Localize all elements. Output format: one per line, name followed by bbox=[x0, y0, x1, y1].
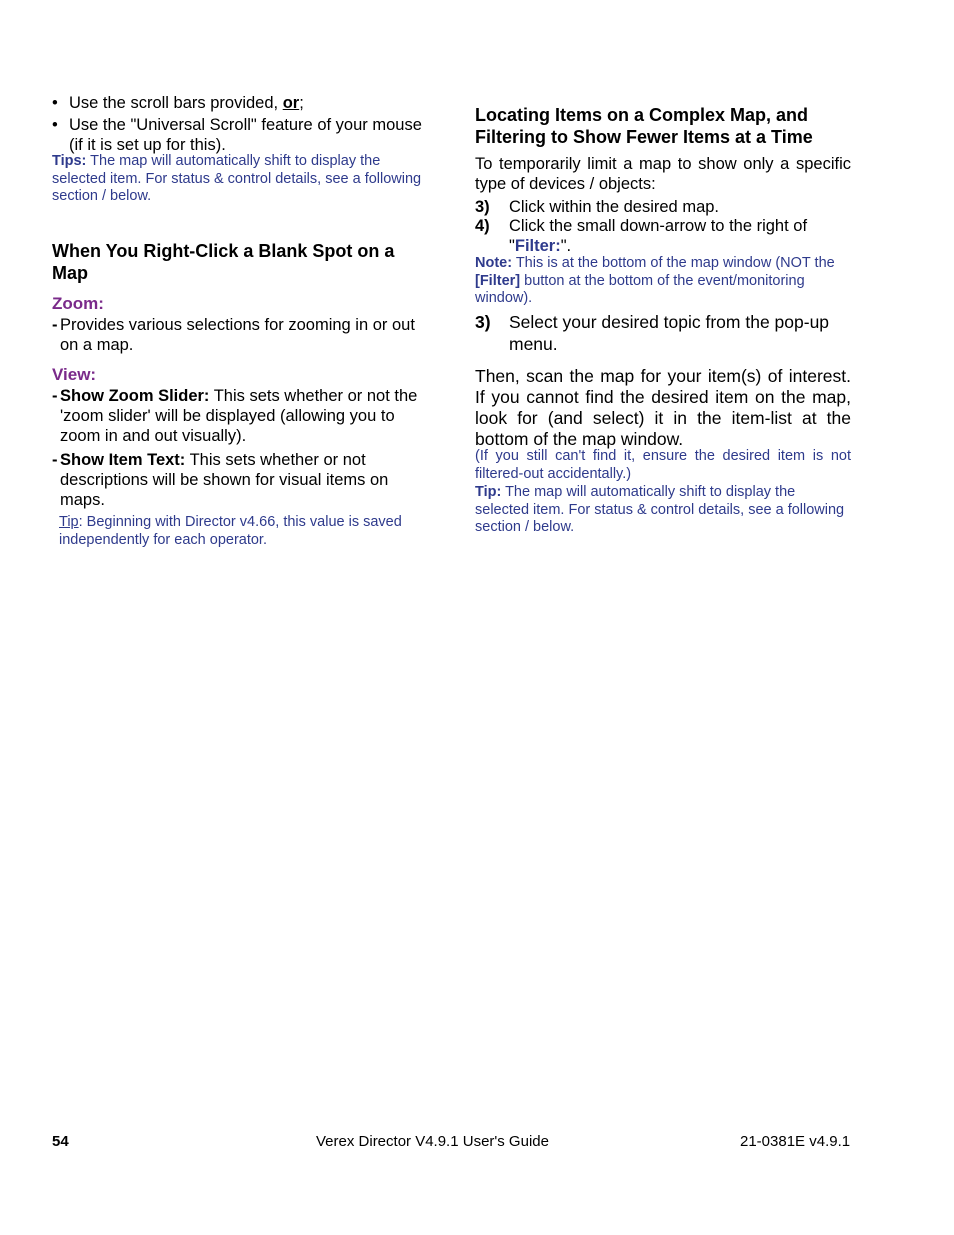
footer-title: Verex Director V4.9.1 User's Guide bbox=[316, 1133, 549, 1150]
zoom-item: - Provides various selections for zooming in or out on a map. bbox=[52, 316, 415, 354]
step-item-select-topic: 3) Select your desired topic from the pop-up menu. bbox=[475, 312, 830, 354]
filter-paren-note: (If you still can't find it, ensure the desired item is not filtered-out accidentally.) bbox=[475, 448, 851, 482]
view-item-show-text: - Show Item Text: This sets whether or not descriptions will be shown for visual items on maps. bbox=[52, 451, 389, 509]
step-item: 4) Click the small down-arrow to the right of "Filter:". bbox=[475, 217, 808, 255]
then-paragraph: Then, scan the map for your item(s) of interest. If you cannot find the desired item on the map, look for (and select) it in the item-list at the bottom of the map window. bbox=[475, 366, 851, 449]
bullet-icon: • bbox=[52, 94, 58, 112]
view-title: View: bbox=[52, 365, 97, 384]
zoom-title: Zoom: bbox=[52, 294, 104, 313]
filter-note: Note: This is at the bottom of the map window (NOT the [Filter] button at the bottom of the event/monitoring window). bbox=[475, 255, 835, 306]
section-heading-locating: Locating Items on a Complex Map, and Filtering to Show Fewer Items at a Time bbox=[475, 105, 813, 147]
bullet-item: • Use the scroll bars provided, or; bbox=[52, 94, 304, 112]
section-heading-right-click: When You Right-Click a Blank Spot on a Map bbox=[52, 241, 395, 283]
footer-doc-number: 21-0381E v4.9.1 bbox=[740, 1133, 851, 1150]
tips-note: Tips: The map will automatically shift to display the selected item. For status & control details, see a following section / below. bbox=[52, 153, 422, 204]
tip-note: Tip: Beginning with Director v4.66, this value is saved independently for each operator. bbox=[59, 514, 402, 548]
step-item: 3) Click within the desired map. bbox=[475, 198, 720, 216]
page-number: 54 bbox=[52, 1133, 69, 1150]
bullet-icon: • bbox=[52, 116, 58, 134]
view-item-zoom-slider: - Show Zoom Slider: This sets whether or not the 'zoom slider' will be displayed (allowing you to zoom in and out visually). bbox=[52, 387, 418, 445]
intro-paragraph: To temporarily limit a map to show only a specific type of devices / objects: bbox=[475, 155, 851, 193]
bullet-item: • Use the "Universal Scroll" feature of your mouse (if it is set up for this). bbox=[52, 116, 422, 154]
tip-note-right: Tip: The map will automatically shift to display the selected item. For status & control details, see a following section / below. bbox=[475, 484, 845, 535]
